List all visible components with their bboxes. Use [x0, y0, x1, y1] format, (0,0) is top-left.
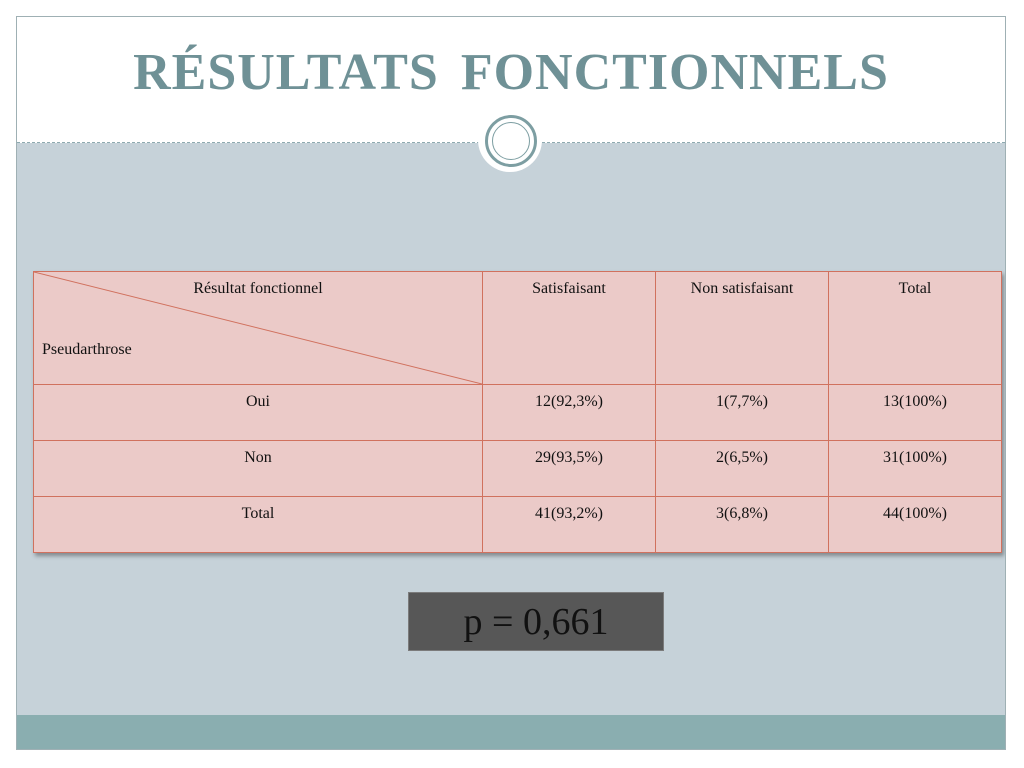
circle-ring — [485, 115, 537, 167]
table-cell: 44(100%) — [829, 497, 1002, 553]
table-row — [34, 385, 1002, 441]
table-cell: 13(100%) — [829, 385, 1002, 441]
column-header-total: Total — [829, 272, 1002, 385]
circle-ornament-icon — [478, 108, 542, 172]
footer-band — [17, 715, 1005, 750]
table-corner-cell — [34, 272, 483, 385]
column-header-satisfaisant: Satisfaisant — [483, 272, 656, 385]
column-header-non-satisfaisant: Non satisfaisant — [656, 272, 829, 385]
table-cell: 2(6,5%) — [656, 441, 829, 497]
table-cell: 3(6,8%) — [656, 497, 829, 553]
circle-inner-ring — [492, 122, 530, 160]
table-cell: 41(93,2%) — [483, 497, 656, 553]
row-label-non: Non — [34, 441, 483, 497]
table-cell: 12(92,3%) — [483, 385, 656, 441]
table-row — [34, 497, 1002, 553]
table-row — [34, 441, 1002, 497]
column-dimension-label: Résultat fonctionnel — [193, 280, 323, 297]
row-dimension-label: Pseudarthrose — [42, 341, 132, 358]
slide — [16, 16, 1006, 750]
table-cell: 1(7,7%) — [656, 385, 829, 441]
row-label-total: Total — [34, 497, 483, 553]
results-table — [33, 271, 1002, 553]
row-label-oui: Oui — [34, 385, 483, 441]
table-cell: 29(93,5%) — [483, 441, 656, 497]
table-cell: 31(100%) — [829, 441, 1002, 497]
p-value-box: p = 0,661 — [408, 592, 664, 651]
slide-title: RÉSULTATS FONCTIONNELS — [133, 44, 889, 101]
table-header-row — [34, 272, 1002, 385]
